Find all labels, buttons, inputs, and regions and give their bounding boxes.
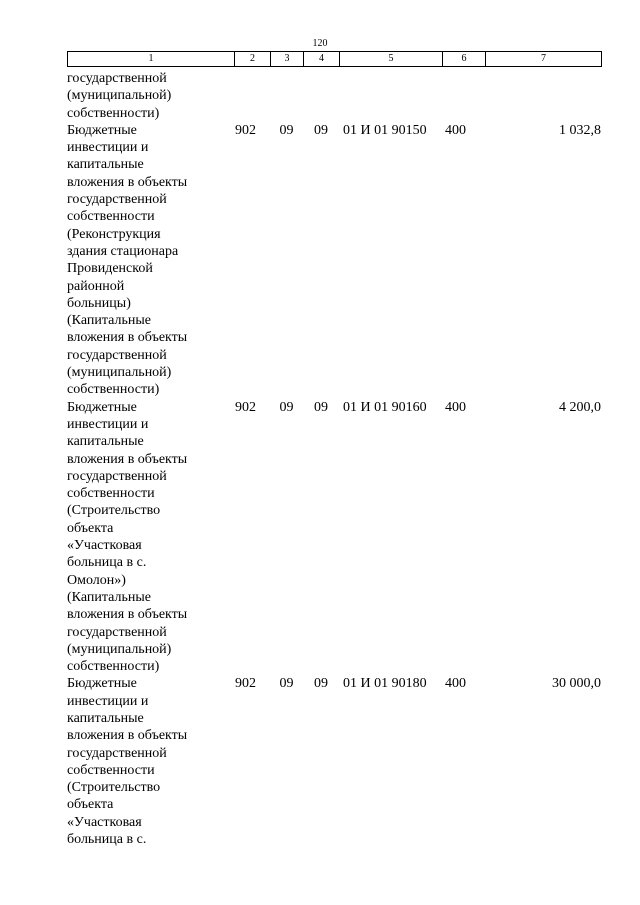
row-expense-type [442, 70, 485, 122]
row-expense-type: 400 [445, 399, 466, 415]
column-header-table [67, 51, 602, 67]
row-section: 09 [279, 122, 294, 138]
table-row [67, 122, 601, 399]
row-subsection: 09 [314, 122, 328, 138]
row-section [270, 70, 303, 122]
column-header-6: 6 [443, 52, 486, 67]
column-header-1: 1 [68, 52, 235, 67]
table-row [67, 399, 601, 676]
column-header-row [68, 52, 602, 67]
column-header-3: 3 [271, 52, 304, 67]
row-ministry-code: 902 [235, 676, 256, 692]
row-amount: 4 200,0 [559, 399, 601, 415]
row-section: 09 [279, 676, 294, 692]
row-expense-type: 400 [445, 122, 466, 138]
row-target-article: 01 И 01 90160 [343, 399, 427, 415]
row-subsection: 09 [314, 399, 328, 415]
row-name: Бюджетные инвестиции и капитальные вложения в объекты государственной собственности (Реконструкция здания стационара Провиденской районной больницы) (Капитальные вложения в объекты государственной (муниципальной) собственности) [67, 122, 188, 398]
column-header-5: 5 [340, 52, 443, 67]
row-name: государственной (муниципальной) собственности) [67, 71, 172, 121]
row-section: 09 [279, 399, 294, 415]
table-row [67, 70, 601, 122]
row-expense-type: 400 [445, 676, 466, 692]
row-amount: 30 000,0 [552, 676, 601, 692]
column-header-2: 2 [235, 52, 271, 67]
row-target-article [339, 70, 442, 122]
row-amount [485, 70, 601, 122]
budget-table [67, 70, 601, 848]
row-subsection: 09 [314, 676, 328, 692]
column-header-4: 4 [304, 52, 340, 67]
table-row [67, 675, 601, 848]
row-subsection [303, 70, 339, 122]
row-ministry-code [234, 70, 270, 122]
column-header-7: 7 [486, 52, 602, 67]
row-name: Бюджетные инвестиции и капитальные вложения в объекты государственной собственности (Строительство объекта «Участковая больница в с. [67, 676, 188, 848]
row-ministry-code: 902 [235, 122, 256, 138]
page-number: 120 [312, 38, 328, 49]
row-target-article: 01 И 01 90150 [343, 122, 427, 138]
row-name: Бюджетные инвестиции и капитальные вложения в объекты государственной собственности (Строительство объекта «Участковая больница в с. Омолон») (Капитальные вложения в объекты государственной (муниципальной) собственности) [67, 399, 188, 675]
row-ministry-code: 902 [235, 399, 256, 415]
row-amount: 1 032,8 [559, 122, 601, 138]
row-target-article: 01 И 01 90180 [343, 676, 427, 692]
